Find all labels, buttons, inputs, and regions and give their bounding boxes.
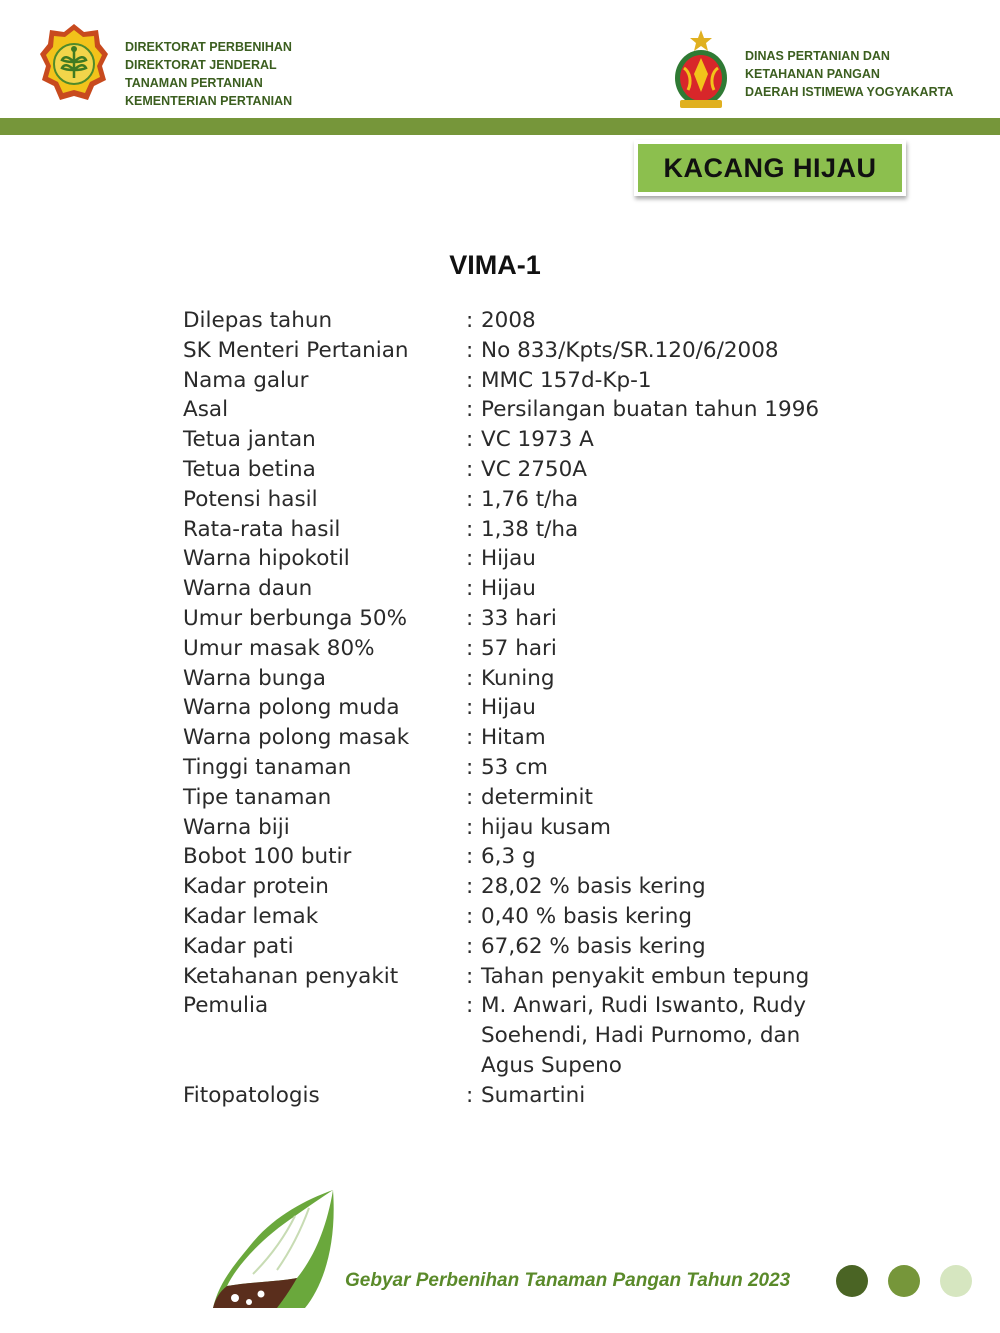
spec-row xyxy=(183,604,863,634)
spec-row xyxy=(183,932,863,962)
spec-colon: : xyxy=(466,308,474,333)
spec-value xyxy=(481,425,863,455)
spec-value-line: VC 1973 A xyxy=(481,427,594,453)
spec-value-line: Hitam xyxy=(481,725,546,751)
spec-colon: : xyxy=(466,635,474,661)
spec-row xyxy=(183,574,863,604)
spec-label: Tetua betina xyxy=(183,456,316,482)
spec-colon: : xyxy=(466,725,474,751)
spec-row xyxy=(183,664,863,694)
spec-value xyxy=(481,813,863,843)
spec-colon: : xyxy=(466,397,474,423)
spec-row xyxy=(183,634,863,664)
spec-value-line: Tahan penyakit embun tepung xyxy=(481,963,810,989)
event-footer-text: Gebyar Perbenihan Tanaman Pangan Tahun 2023 xyxy=(345,1270,791,1291)
spec-label: Warna daun xyxy=(183,576,313,602)
spec-row xyxy=(183,962,863,992)
left-organization-name xyxy=(125,38,292,110)
decorative-dot xyxy=(836,1265,868,1297)
left-org-line: KEMENTERIAN PERTANIAN xyxy=(125,94,293,108)
spec-colon: : xyxy=(466,605,474,631)
spec-row xyxy=(183,515,863,545)
spec-value xyxy=(481,455,863,485)
spec-value xyxy=(481,783,863,813)
spec-value-line: VC 2750A xyxy=(481,456,587,482)
spec-colon: : xyxy=(466,814,474,840)
spec-value xyxy=(481,366,863,396)
spec-label: Tipe tanaman xyxy=(183,784,332,810)
spec-value-line: Sumartini xyxy=(481,1082,586,1108)
spec-colon: : xyxy=(466,516,474,542)
spec-label: Dilepas tahun xyxy=(183,308,333,333)
spec-colon: : xyxy=(466,456,474,482)
spec-label: Kadar pati xyxy=(183,933,294,959)
spec-label: Kadar protein xyxy=(183,874,329,900)
spec-value-line: 33 hari xyxy=(481,605,557,631)
spec-value xyxy=(481,693,863,723)
spec-colon: : xyxy=(466,933,474,959)
spec-row xyxy=(183,872,863,902)
spec-value-line: determinit xyxy=(481,784,593,810)
spec-colon: : xyxy=(466,1082,474,1108)
spec-value xyxy=(481,664,863,694)
spec-value xyxy=(481,991,863,1080)
spec-value xyxy=(481,336,863,366)
spec-label: Warna polong masak xyxy=(183,725,410,751)
spec-colon: : xyxy=(466,427,474,453)
spec-label: Pemulia xyxy=(183,993,269,1019)
spec-value-line: 6,3 g xyxy=(481,844,536,870)
spec-colon: : xyxy=(466,546,474,572)
spec-value-line: Persilangan buatan tahun 1996 xyxy=(481,397,820,423)
spec-value-line: Hijau xyxy=(481,695,536,721)
spec-colon: : xyxy=(466,754,474,780)
spec-label: SK Menteri Pertanian xyxy=(183,337,409,363)
spec-label: Tinggi tanaman xyxy=(183,754,352,780)
spec-value-line: Hijau xyxy=(481,546,536,572)
spec-row xyxy=(183,723,863,753)
spec-value xyxy=(481,872,863,902)
spec-colon: : xyxy=(466,903,474,929)
spec-label: Warna bunga xyxy=(183,665,326,691)
spec-row xyxy=(183,902,863,932)
spec-value-line: 2008 xyxy=(481,308,536,333)
decorative-dot xyxy=(888,1265,920,1297)
spec-value-line: M. Anwari, Rudi Iswanto, Rudy xyxy=(481,993,806,1019)
spec-value xyxy=(481,544,863,574)
spec-row xyxy=(183,693,863,723)
spec-value-line: 53 cm xyxy=(481,754,548,780)
spec-value-line: hijau kusam xyxy=(481,814,611,840)
spec-table xyxy=(183,306,863,1111)
spec-label: Rata-rata hasil xyxy=(183,516,341,542)
spec-label: Umur berbunga 50% xyxy=(183,605,408,631)
spec-value xyxy=(481,723,863,753)
right-org-line: DAERAH ISTIMEWA YOGYAKARTA xyxy=(745,85,954,99)
spec-value-line: 1,76 t/ha xyxy=(481,486,579,512)
spec-value-line: 1,38 t/ha xyxy=(481,516,579,542)
spec-colon: : xyxy=(466,695,474,721)
left-org-line: TANAMAN PERTANIAN xyxy=(125,76,263,90)
spec-value xyxy=(481,634,863,664)
spec-row xyxy=(183,842,863,872)
spec-label: Warna biji xyxy=(183,814,290,840)
spec-value-line: 0,40 % basis kering xyxy=(481,903,693,929)
spec-label: Bobot 100 butir xyxy=(183,844,352,870)
spec-value xyxy=(481,932,863,962)
spec-row xyxy=(183,366,863,396)
seed-leaf-logo-icon xyxy=(205,1186,340,1311)
spec-value xyxy=(481,515,863,545)
ministry-emblem-icon xyxy=(38,22,110,108)
variety-title: VIMA-1 xyxy=(449,250,541,280)
spec-label: Warna hipokotil xyxy=(183,546,350,572)
spec-colon: : xyxy=(466,874,474,900)
spec-colon: : xyxy=(466,844,474,870)
spec-value-line: No 833/Kpts/SR.120/6/2008 xyxy=(481,337,779,363)
spec-colon: : xyxy=(466,784,474,810)
spec-row xyxy=(183,485,863,515)
spec-value-line: Agus Supeno xyxy=(481,1052,622,1078)
spec-row xyxy=(183,425,863,455)
left-org-line: DIREKTORAT PERBENIHAN xyxy=(125,40,292,54)
spec-value-line: 57 hari xyxy=(481,635,557,661)
spec-colon: : xyxy=(466,665,474,691)
spec-label: Potensi hasil xyxy=(183,486,318,512)
spec-row xyxy=(183,455,863,485)
spec-value-line: Hijau xyxy=(481,576,536,602)
right-organization-name xyxy=(745,47,953,101)
spec-row xyxy=(183,991,863,1080)
spec-value xyxy=(481,753,863,783)
spec-value xyxy=(481,306,863,336)
spec-row xyxy=(183,395,863,425)
spec-label: Warna polong muda xyxy=(183,695,400,721)
header-divider-bar xyxy=(0,118,1000,135)
spec-row xyxy=(183,306,863,336)
right-org-line: KETAHANAN PANGAN xyxy=(745,67,880,81)
spec-row xyxy=(183,753,863,783)
spec-value xyxy=(481,962,863,992)
spec-colon: : xyxy=(466,576,474,602)
yogyakarta-emblem-icon xyxy=(670,28,732,112)
spec-value xyxy=(481,485,863,515)
category-badge xyxy=(634,140,906,196)
spec-colon: : xyxy=(466,963,474,989)
spec-colon: : xyxy=(466,993,474,1019)
right-org-line: DINAS PERTANIAN DAN xyxy=(745,49,890,63)
spec-colon: : xyxy=(466,367,474,393)
spec-label: Kadar lemak xyxy=(183,903,319,929)
spec-label: Fitopatologis xyxy=(183,1082,320,1108)
spec-row xyxy=(183,544,863,574)
spec-value-line: Kuning xyxy=(481,665,555,691)
spec-label: Nama galur xyxy=(183,367,309,393)
spec-value xyxy=(481,604,863,634)
spec-label: Asal xyxy=(183,397,229,423)
spec-label: Ketahanan penyakit xyxy=(183,963,399,989)
spec-row xyxy=(183,1081,863,1111)
spec-colon: : xyxy=(466,337,474,363)
spec-value-line: 28,02 % basis kering xyxy=(481,874,706,900)
spec-value xyxy=(481,902,863,932)
spec-colon: : xyxy=(466,486,474,512)
decorative-dot xyxy=(940,1265,972,1297)
spec-value-line: 67,62 % basis kering xyxy=(481,933,706,959)
spec-row xyxy=(183,813,863,843)
spec-value xyxy=(481,1081,863,1111)
spec-value-line: MMC 157d-Kp-1 xyxy=(481,367,652,393)
spec-row xyxy=(183,336,863,366)
spec-row xyxy=(183,783,863,813)
spec-label: Umur masak 80% xyxy=(183,635,375,661)
spec-value xyxy=(481,574,863,604)
spec-value-line: Soehendi, Hadi Purnomo, dan xyxy=(481,1023,801,1049)
left-org-line: DIREKTORAT JENDERAL xyxy=(125,58,277,72)
category-label: KACANG HIJAU xyxy=(638,144,902,192)
spec-label: Tetua jantan xyxy=(183,427,316,453)
spec-value xyxy=(481,395,863,425)
spec-value xyxy=(481,842,863,872)
